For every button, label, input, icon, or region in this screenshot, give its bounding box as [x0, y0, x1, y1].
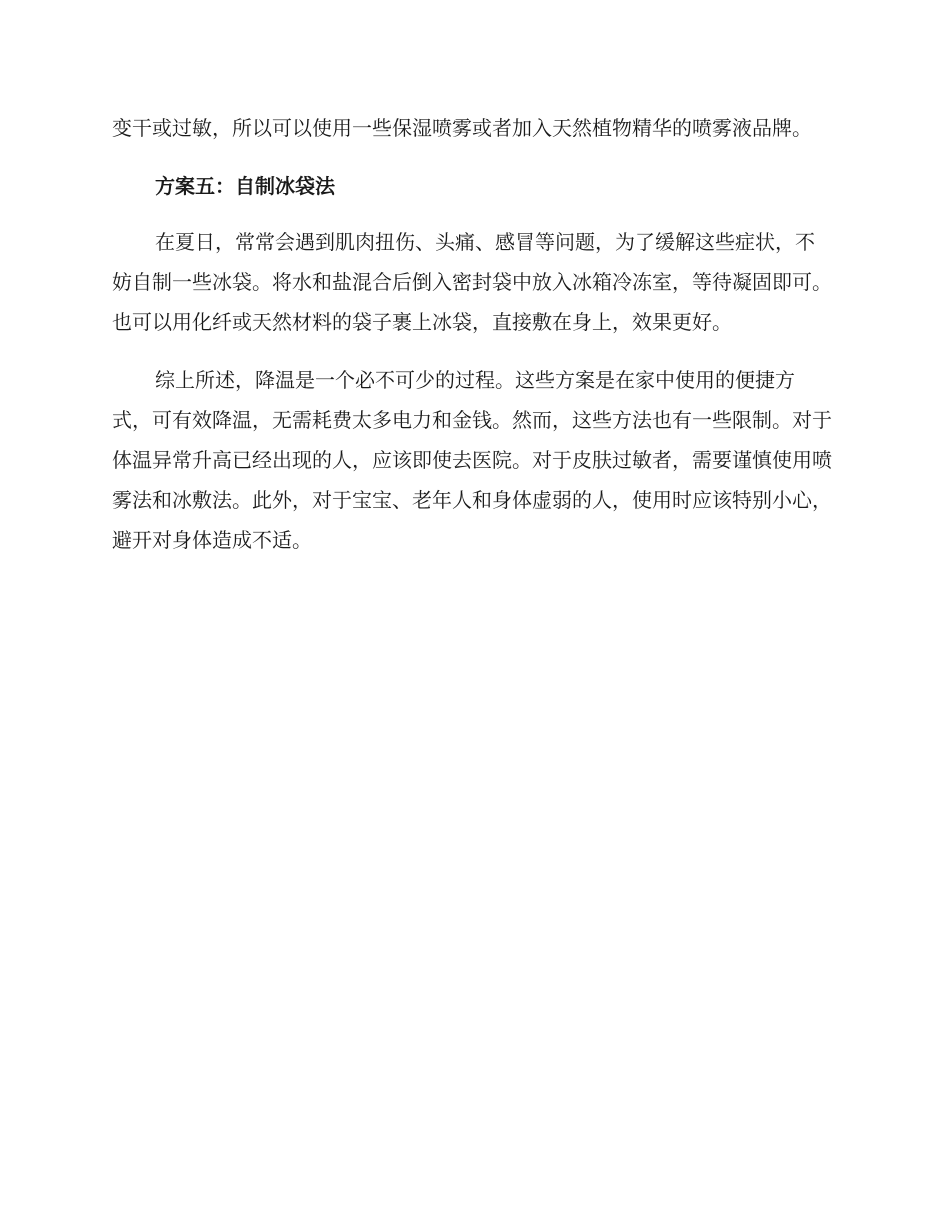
paragraph-continuation: 变干或过敏，所以可以使用一些保湿喷雾或者加入天然植物精华的喷雾液品牌。	[112, 116, 812, 140]
section-heading: 方案五：自制冰袋法	[155, 174, 335, 198]
paragraph-ice-pack: 在夏日，常常会遇到肌肉扭伤、头痛、感冒等问题，为了缓解这些症状，不妨自制一些冰袋。将水和盐混合后倒入密封袋中放入冰箱冷冻室，等待凝固即可。也可以用化纤或天然材料的袋子裹上冰袋，直接敷在身上，效果更好。	[112, 230, 832, 334]
document-body	[112, 108, 832, 578]
paragraph-summary: 综上所述，降温是一个必不可少的过程。这些方案是在家中使用的便捷方式，可有效降温，无需耗费太多电力和金钱。然而，这些方法也有一些限制。对于体温异常升高已经出现的人，应该即使去医院。对于皮肤过敏者，需要谨慎使用喷雾法和冰敷法。此外，对于宝宝、老年人和身体虚弱的人，使用时应该特别小心，避开对身体造成不适。	[112, 368, 832, 552]
